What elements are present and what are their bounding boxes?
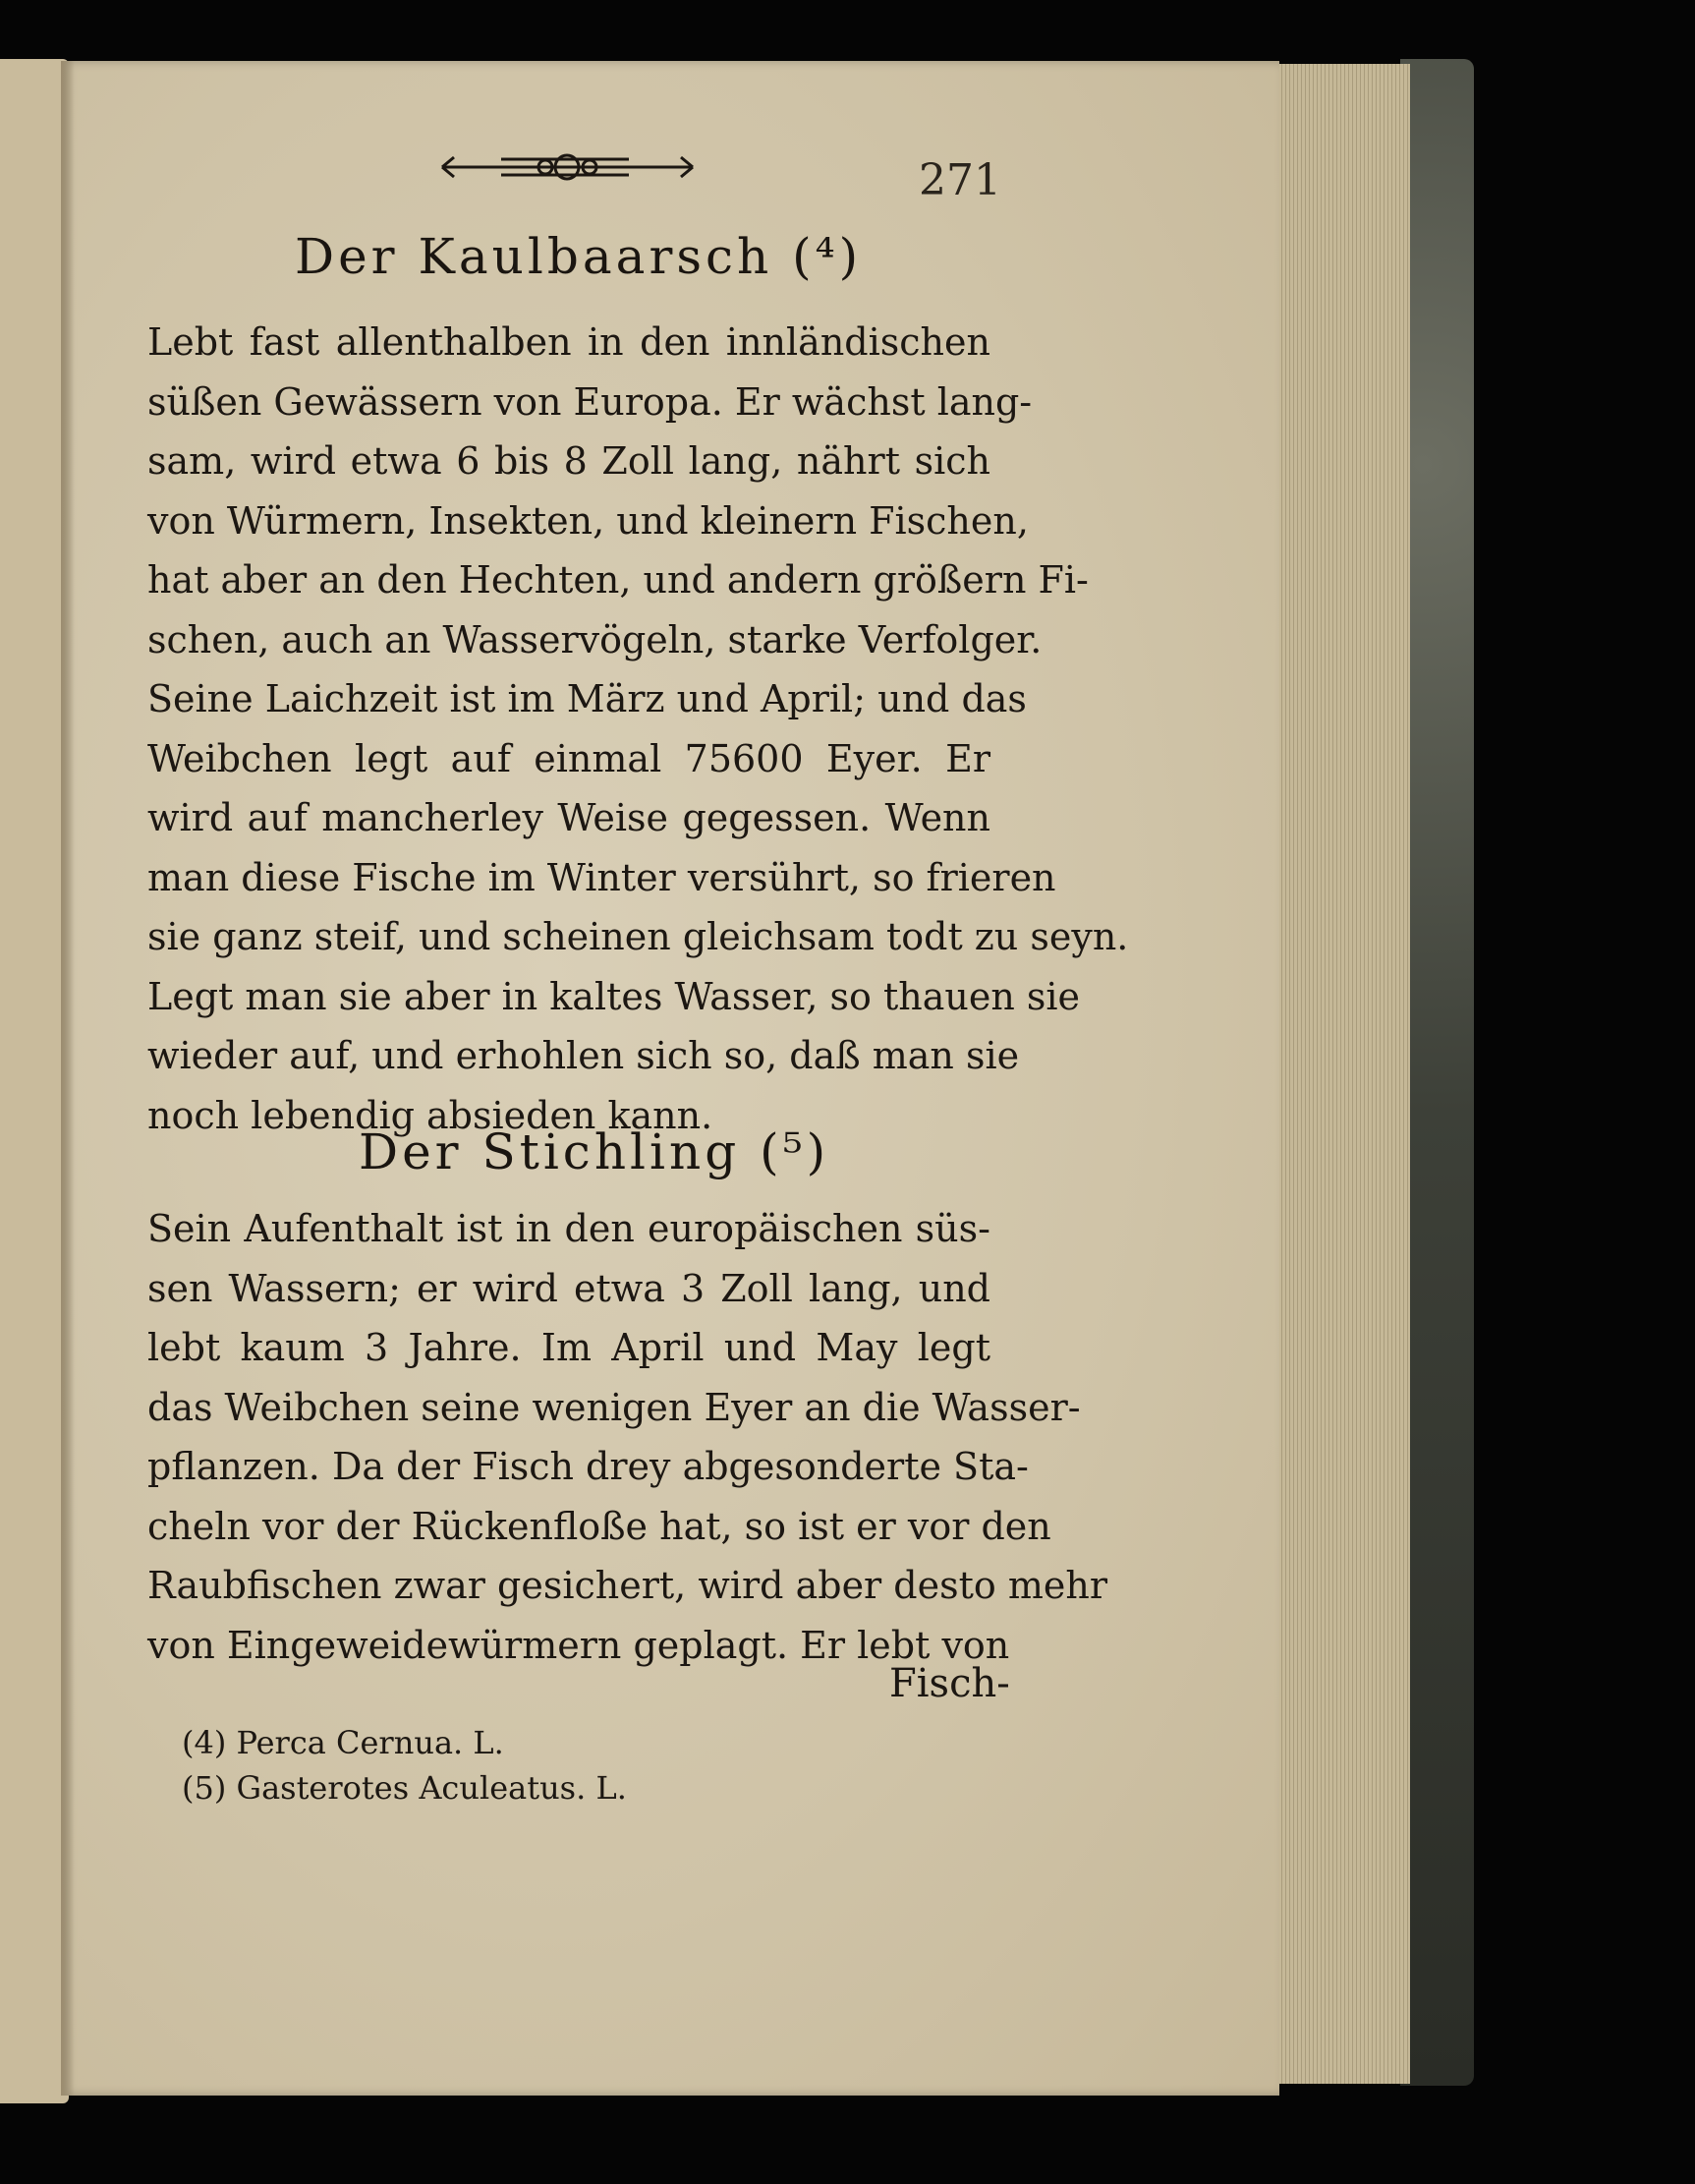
paragraph-kaulbaarsch xyxy=(147,313,1129,1145)
text-line: cheln vor der Rückenfloße hat, so ist er vor den xyxy=(147,1504,1051,1548)
text-line: sie ganz steif, und scheinen gleichsam todt zu seyn. xyxy=(147,915,1129,958)
paragraph-stichling xyxy=(147,1199,1107,1675)
section-heading-stichling: Der Stichling (⁵) xyxy=(359,1123,830,1180)
catchword: Fisch- xyxy=(889,1661,1010,1706)
book-cover xyxy=(1400,59,1474,2086)
text-line: von Würmern, Insekten, und kleinern Fischen, xyxy=(147,498,1029,543)
section-heading-kaulbaarsch: Der Kaulbaarsch (⁴) xyxy=(295,228,863,285)
text-line: sam, wird etwa 6 bis 8 Zoll lang, nährt sich xyxy=(147,439,990,483)
text-line: noch lebendig absieden kann. xyxy=(147,1093,713,1137)
footnotes xyxy=(182,1720,627,1810)
text-line: schen, auch an Wasservögeln, starke Verfolger. xyxy=(147,617,1043,661)
text-line: lebt kaum 3 Jahre. Im April und May legt xyxy=(147,1326,990,1369)
footnote: (5) Gasterotes Aculeatus. L. xyxy=(182,1769,627,1807)
text-line: Lebt fast allenthalben in den innländischen xyxy=(147,320,990,364)
facing-page-edge xyxy=(0,59,69,2103)
page-edges xyxy=(1260,64,1410,2084)
text-line: Raubfischen zwar gesichert, wird aber desto mehr xyxy=(147,1564,1107,1607)
text-line: Weibchen legt auf einmal 75600 Eyer. Er xyxy=(147,736,990,780)
text-line: pflanzen. Da der Fisch drey abgesonderte Sta- xyxy=(147,1445,1029,1488)
text-line: wird auf mancherley Weise gegessen. Wenn xyxy=(147,796,990,839)
footnote: (4) Perca Cernua. L. xyxy=(182,1724,504,1761)
text-line: wieder auf, und erhohlen sich so, daß man sie xyxy=(147,1034,1020,1077)
text-line: Legt man sie aber in kaltes Wasser, so thauen sie xyxy=(147,974,1081,1018)
text-line: süßen Gewässern von Europa. Er wächst lang- xyxy=(147,379,1033,424)
text-line: man diese Fische im Winter versührt, so frieren xyxy=(147,855,1056,899)
text-line: Sein Aufenthalt ist in den europäischen süs- xyxy=(147,1207,990,1250)
text-line: hat aber an den Hechten, und andern größern Fi- xyxy=(147,558,1089,602)
text-line: von Eingeweidewürmern geplagt. Er lebt von xyxy=(147,1623,1010,1667)
text-line: Seine Laichzeit ist im März und April; und das xyxy=(147,677,1027,720)
page-number: 271 xyxy=(919,155,1001,205)
text-line: das Weibchen seine wenigen Eyer an die Wasser- xyxy=(147,1385,1081,1429)
ornament-icon xyxy=(432,147,703,187)
text-line: sen Wassern; er wird etwa 3 Zoll lang, und xyxy=(147,1266,990,1310)
page-gutter xyxy=(61,61,75,2096)
